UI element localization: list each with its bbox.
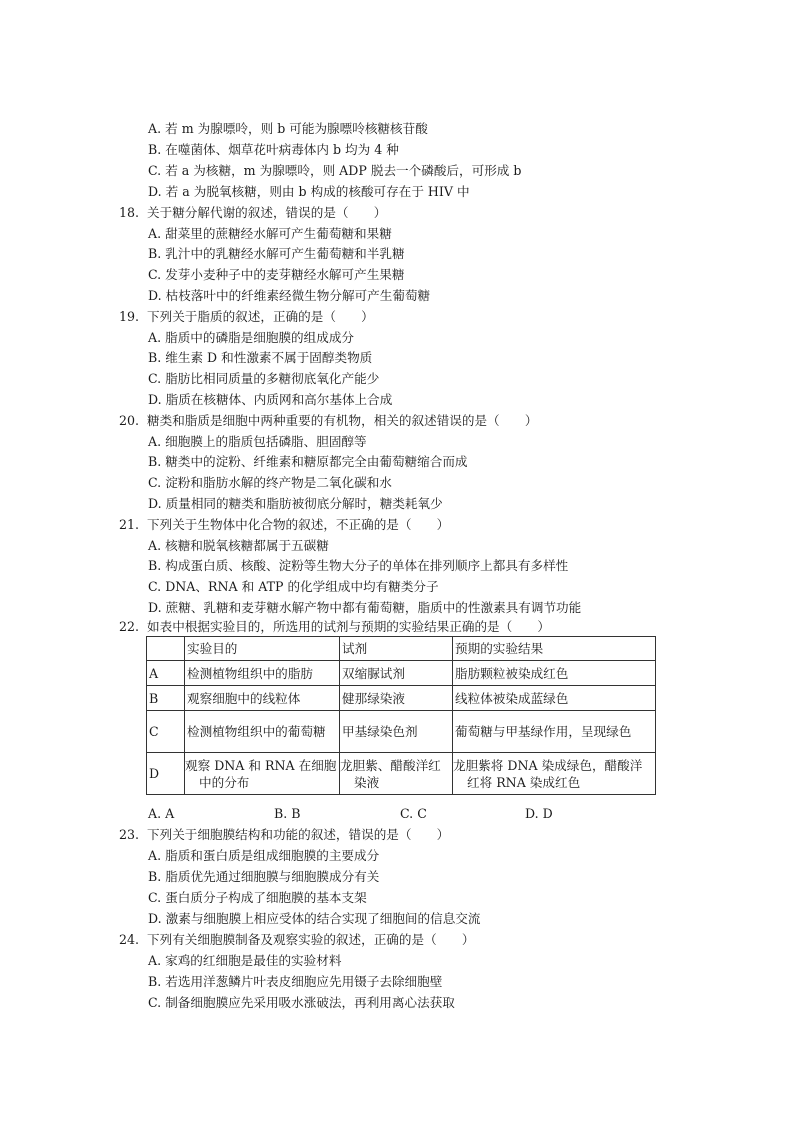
table-row — [147, 711, 656, 753]
q20-option-d: D. 质量相同的糖类和脂肪被彻底分解时，糖类耗氧少 — [148, 496, 443, 511]
q20-stem — [119, 413, 537, 429]
q20-option-c: C. 淀粉和脂肪水解的终产物是二氧化碳和水 — [148, 475, 392, 490]
table-row — [147, 753, 656, 795]
q22-number: 22. — [119, 619, 140, 634]
q24-option-c: C. 制备细胞膜应先采用吸水涨破法，再利用离心法获取 — [148, 995, 455, 1010]
q18-option-d: D. 枯枝落叶中的纤维素经微生物分解可产生葡萄糖 — [148, 288, 431, 303]
table-header-cell: 实验目的 — [185, 637, 340, 661]
q23-number: 23. — [119, 827, 140, 842]
q23-option-d: D. 激素与细胞膜上相应受体的结合实现了细胞间的信息交流 — [148, 911, 481, 926]
q22-option-b: B. B — [274, 806, 301, 821]
q22-option-d: D. D — [525, 806, 553, 821]
q21-stem — [119, 517, 449, 533]
q17-option-a: A. 若 m 为腺嘌呤，则 b 可能为腺嘌呤核糖核苷酸 — [148, 121, 428, 136]
q20-option-b: B. 糖类中的淀粉、纤维素和糖原都完全由葡萄糖缩合而成 — [148, 454, 468, 469]
q19-option-a: A. 脂质中的磷脂是细胞膜的组成成分 — [148, 330, 355, 345]
q24-number: 24. — [119, 932, 140, 947]
q24-option-b: B. 若选用洋葱鳞片叶表皮细胞应先用镊子去除细胞壁 — [148, 974, 443, 989]
q19-stem — [119, 309, 374, 325]
q21-number: 21. — [119, 517, 140, 532]
q24-stem — [119, 932, 474, 948]
q22-answer-options — [148, 806, 668, 822]
q18-option-c: C. 发芽小麦种子中的麦芽糖经水解可产生果糖 — [148, 267, 405, 282]
experiment-table — [146, 636, 656, 795]
table-header-cell: 试剂 — [340, 637, 453, 661]
table-cell: 观察 DNA 和 RNA 在细胞中的分布 — [185, 753, 340, 795]
table-cell: 脂肪颗粒被染成红色 — [453, 661, 656, 686]
q17-option-c: C. 若 a 为核糖，m 为腺嘌呤，则 ADP 脱去一个磷酸后，可形成 b — [148, 163, 522, 178]
q23-option-c: C. 蛋白质分子构成了细胞膜的基本支架 — [148, 890, 367, 905]
q18-number: 18. — [119, 205, 140, 220]
q21-option-d: D. 蔗糖、乳糖和麦芽糖水解产物中都有葡萄糖，脂质中的性激素具有调节功能 — [148, 600, 582, 615]
q18-option-b: B. 乳汁中的乳糖经水解可产生葡萄糖和半乳糖 — [148, 246, 405, 261]
q21-option-a: A. 核糖和脱氧核糖都属于五碳糖 — [148, 538, 329, 553]
q19-text: 下列关于脂质的叙述，正确的是（ ） — [147, 309, 374, 324]
table-cell: 双缩脲试剂 — [340, 661, 453, 686]
table-cell: A — [147, 661, 185, 686]
table-cell: 检测植物组织中的葡萄糖 — [185, 711, 340, 753]
table-cell: B — [147, 686, 185, 711]
table-cell: 葡萄糖与甲基绿作用，呈现绿色 — [453, 711, 656, 753]
q24-text: 下列有关细胞膜制备及观察实验的叙述，正确的是（ ） — [147, 932, 475, 947]
q23-option-b: B. 脂质优先通过细胞膜与细胞膜成分有关 — [148, 869, 380, 884]
q18-stem — [119, 205, 386, 221]
q17-option-b: B. 在噬菌体、烟草花叶病毒体内 b 均为 4 种 — [148, 142, 399, 157]
q21-option-c: C. DNA、RNA 和 ATP 的化学组成中均有糖类分子 — [148, 579, 439, 594]
table-header-cell: 预期的实验结果 — [453, 637, 656, 661]
q24-option-a: A. 家鸡的红细胞是最佳的实验材料 — [148, 953, 342, 968]
table-cell: 观察细胞中的线粒体 — [185, 686, 340, 711]
q18-option-a: A. 甜菜里的蔗糖经水解可产生葡萄糖和果糖 — [148, 226, 392, 241]
q22-text: 如表中根据实验目的，所选用的试剂与预期的实验结果正确的是（ ） — [147, 619, 550, 634]
table-cell: D — [147, 753, 185, 795]
table-header-cell — [147, 637, 185, 661]
q19-number: 19. — [119, 309, 140, 324]
q23-option-a: A. 脂质和蛋白质是组成细胞膜的主要成分 — [148, 848, 380, 863]
q23-stem — [119, 827, 449, 843]
table-cell: 甲基绿染色剂 — [340, 711, 453, 753]
q21-text: 下列关于生物体中化合物的叙述，不正确的是（ ） — [147, 517, 450, 532]
table-cell: 检测植物组织中的脂肪 — [185, 661, 340, 686]
table-row — [147, 661, 656, 686]
q19-option-d: D. 脂质在核糖体、内质网和高尔基体上合成 — [148, 392, 393, 407]
q22-option-c: C. C — [400, 806, 427, 821]
q21-option-b: B. 构成蛋白质、核酸、淀粉等生物大分子的单体在排列顺序上都具有多样性 — [148, 558, 569, 573]
q19-option-c: C. 脂肪比相同质量的多糖彻底氧化产能少 — [148, 371, 380, 386]
table-cell: 健那绿染液 — [340, 686, 453, 711]
q20-option-a: A. 细胞膜上的脂质包括磷脂、胆固醇等 — [148, 434, 367, 449]
q18-text: 关于糖分解代谢的叙述，错误的是（ ） — [147, 205, 387, 220]
table-cell: C — [147, 711, 185, 753]
q22-option-a: A. A — [148, 806, 175, 821]
table-cell: 线粒体被染成蓝绿色 — [453, 686, 656, 711]
q17-option-d: D. 若 a 为脱氧核糖，则由 b 构成的核酸可存在于 HIV 中 — [148, 184, 470, 199]
table-row — [147, 686, 656, 711]
q20-text: 糖类和脂质是细胞中两种重要的有机物，相关的叙述错误的是（ ） — [147, 413, 538, 428]
q23-text: 下列关于细胞膜结构和功能的叙述，错误的是（ ） — [147, 827, 450, 842]
q20-number: 20. — [119, 413, 140, 428]
table-cell: 龙胆紫将 DNA 染成绿色，醋酸洋红将 RNA 染成红色 — [453, 753, 656, 795]
q19-option-b: B. 维生素 D 和性激素不属于固醇类物质 — [148, 350, 373, 365]
table-header-row — [147, 637, 656, 661]
q22-stem — [119, 619, 550, 635]
table-cell: 龙胆紫、醋酸洋红染液 — [340, 753, 453, 795]
